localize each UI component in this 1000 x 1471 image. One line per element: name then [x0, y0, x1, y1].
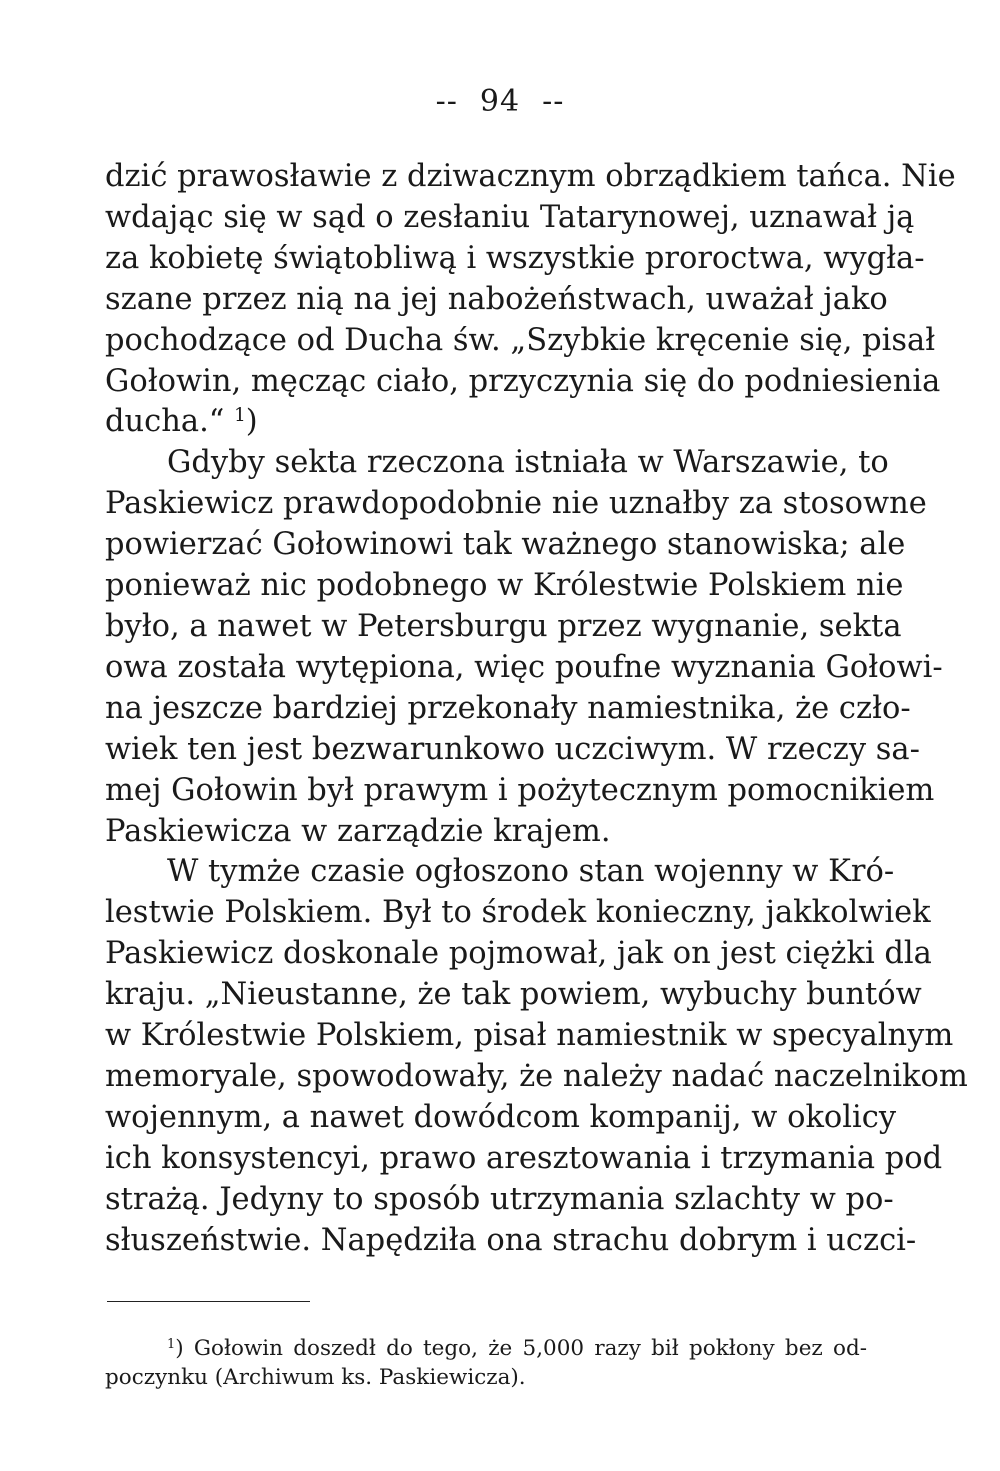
text-line: w Królestwie Polskiem, pisał namiestnik w specyalnym	[105, 1018, 954, 1054]
text-line: mej Gołowin był prawym i pożytecznym pomocnikiem	[105, 772, 935, 808]
text-line: kraju. „Nieustanne, że tak powiem, wybuchy buntów	[105, 977, 922, 1013]
text-line: Paskiewicz prawdopodobnie nie uznałby za stosowne	[105, 486, 927, 522]
text-line: wdając się w sąd o zesłaniu Tatarynowej, uznawał ją	[105, 199, 915, 235]
footnote-line: poczynku (Archiwum ks. Paskiewicza).	[105, 1365, 526, 1390]
footnote-divider	[107, 1301, 310, 1302]
footnote-reference: 1	[234, 405, 246, 427]
text-line: na jeszcze bardziej przekonały namiestnika, że czło-	[105, 690, 911, 726]
text-line: Gdyby sekta rzeczona istniała w Warszawie, to	[167, 445, 889, 481]
footnote-reference-bracket: )	[245, 404, 258, 440]
text-line: owa została wytępiona, więc poufne wyznania Gołowi-	[105, 649, 943, 685]
text-line: W tymże czasie ogłoszono stan wojenny w Kró-	[167, 854, 895, 890]
text-line: lestwie Polskiem. Był to środek konieczny, jakkolwiek	[105, 895, 931, 931]
text-line: ducha.“	[105, 404, 225, 440]
footnote-text: Gołowin doszedł do tego, że 5,000 razy bił pokłony bez od-	[193, 1336, 867, 1361]
text-line: powierzać Gołowinowi tak ważnego stanowiska; ale	[105, 527, 906, 563]
footnote-mark: 1	[167, 1336, 176, 1352]
text-line: wojennym, a nawet dowódcom kompanij, w okolicy	[105, 1099, 897, 1135]
text-line: słuszeństwie. Napędziła ona strachu dobrym i uczci-	[105, 1222, 917, 1258]
page-number: 94	[479, 84, 521, 119]
footnote-line	[105, 1334, 867, 1363]
text-line: Gołowin, męcząc ciało, przyczynia się do podniesienia	[105, 363, 941, 399]
text-line: Paskiewicza w zarządzie krajem.	[105, 813, 611, 849]
text-line: było, a nawet w Petersburgu przez wygnanie, sekta	[105, 608, 902, 644]
footnote	[105, 1334, 867, 1392]
header-dash-right: --	[542, 84, 565, 119]
text-line: za kobietę świątobliwą i wszystkie proroctwa, wygła-	[105, 240, 925, 276]
text-line: dzić prawosławie z dziwacznym obrządkiem tańca. Nie	[105, 159, 956, 194]
text-line: ich konsystencyi, prawo aresztowania i trzymania pod	[105, 1140, 943, 1176]
page-header	[0, 84, 1000, 119]
header-dash-left: --	[435, 84, 458, 119]
text-line: Paskiewicz doskonale pojmował, jak on jest ciężki dla	[105, 936, 932, 972]
text-line: pochodzące od Ducha św. „Szybkie kręcenie się, pisał	[105, 322, 936, 358]
text-line: strażą. Jedyny to sposób utrzymania szlachty w po-	[105, 1181, 894, 1217]
footnote-mark-bracket: )	[175, 1336, 184, 1361]
text-line: ponieważ nic podobnego w Królestwie Polskiem nie	[105, 568, 904, 604]
text-line: szane przez nią na jej nabożeństwach, uważał jako	[105, 281, 888, 317]
body-text	[105, 157, 968, 1261]
text-line-with-note	[105, 402, 867, 443]
text-line: wiek ten jest bezwarunkowo uczciwym. W rzeczy sa-	[105, 731, 920, 767]
text-line: memoryale, spowodowały, że należy nadać naczelnikom	[105, 1058, 968, 1094]
